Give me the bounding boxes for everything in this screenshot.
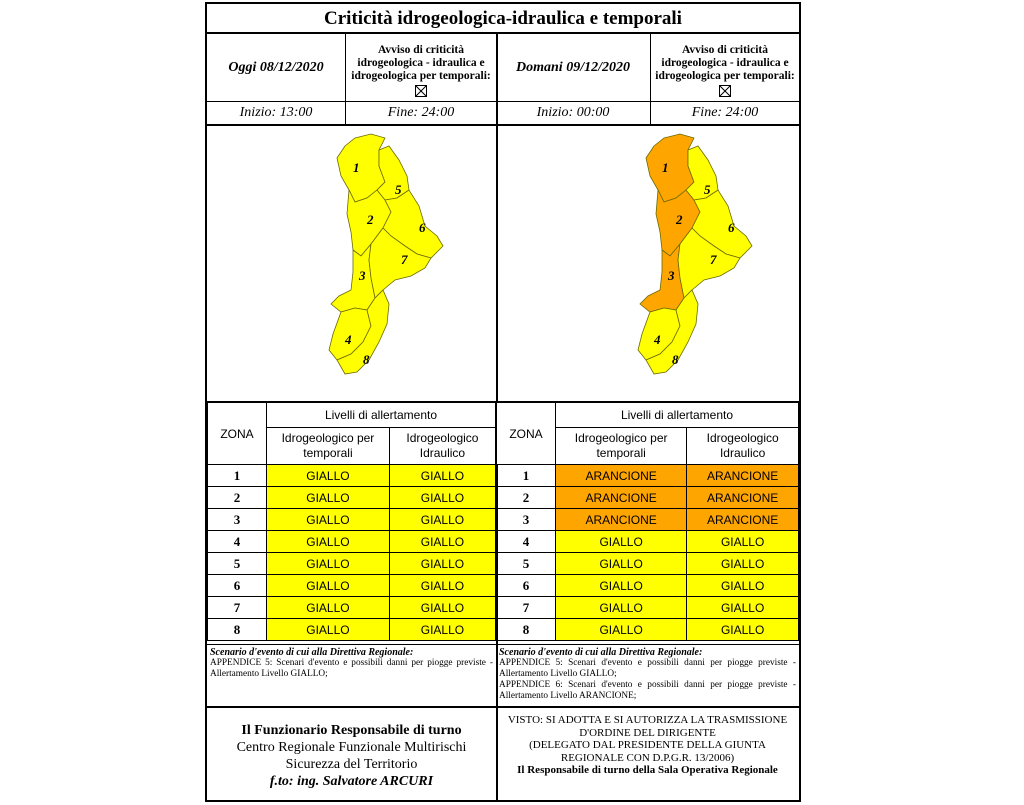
footer-left-signature: f.to: ing. Salvatore ARCURI xyxy=(269,774,434,789)
tomorrow-date: Domani 09/12/2020 xyxy=(496,34,651,102)
zone-number: 6 xyxy=(208,575,267,597)
col-temporali-header: Idrogeologico per temporali xyxy=(556,428,687,465)
level-idraulico: ARANCIONE xyxy=(687,465,799,487)
level-temporali: ARANCIONE xyxy=(556,465,687,487)
bulletin-title: Criticità idrogeologica-idraulica e temporali xyxy=(207,4,799,34)
zone-number: 2 xyxy=(208,487,267,509)
today-times xyxy=(207,102,496,126)
level-idraulico: GIALLO xyxy=(687,597,799,619)
table-row xyxy=(208,597,496,619)
footer-right-line3: (DELEGATO DAL PRESIDENTE DELLA GIUNTA xyxy=(529,739,766,751)
level-temporali: GIALLO xyxy=(267,487,390,509)
tomorrow-map xyxy=(496,126,799,402)
level-temporali: GIALLO xyxy=(556,597,687,619)
table-row xyxy=(497,509,799,531)
level-temporali: ARANCIONE xyxy=(556,509,687,531)
table-row xyxy=(208,553,496,575)
livelli-header: Livelli di allertamento xyxy=(556,403,799,428)
zone-number: 8 xyxy=(497,619,556,641)
map-zone-label: 1 xyxy=(353,160,360,175)
scenario-text-2: APPENDICE 6: Scenari d'evento e possibili danni per piogge previste - Allertamento Livello ARANCIONE; xyxy=(499,680,796,701)
level-temporali: GIALLO xyxy=(267,597,390,619)
footer-right xyxy=(496,708,799,802)
footer-left xyxy=(207,708,496,802)
footer-left-line1: Il Funzionario Responsabile di turno xyxy=(241,723,462,738)
level-idraulico: GIALLO xyxy=(389,531,495,553)
table-row xyxy=(208,487,496,509)
map-zone-label: 5 xyxy=(395,182,402,197)
level-idraulico: ARANCIONE xyxy=(687,509,799,531)
level-idraulico: GIALLO xyxy=(687,553,799,575)
map-zone-label: 5 xyxy=(704,182,711,197)
table-row xyxy=(208,465,496,487)
level-temporali: GIALLO xyxy=(267,531,390,553)
bulletin-sheet xyxy=(205,2,801,802)
level-idraulico: GIALLO xyxy=(389,597,495,619)
level-idraulico: GIALLO xyxy=(389,509,495,531)
today-avviso xyxy=(346,34,496,102)
level-idraulico: GIALLO xyxy=(389,487,495,509)
tomorrow-times xyxy=(496,102,799,126)
level-idraulico: GIALLO xyxy=(687,531,799,553)
tomorrow-header xyxy=(496,34,799,102)
map-zone-5 xyxy=(377,146,409,200)
map-zone-label: 7 xyxy=(710,252,717,267)
footer-left-line3: Sicurezza del Territorio xyxy=(285,757,418,772)
table-row xyxy=(497,531,799,553)
level-idraulico: ARANCIONE xyxy=(687,487,799,509)
today-fine: Fine: 24:00 xyxy=(387,105,455,120)
map-zone-label: 3 xyxy=(359,268,366,283)
today-date: Oggi 08/12/2020 xyxy=(207,34,346,102)
zone-number: 4 xyxy=(497,531,556,553)
footer-right-line1: VISTO: SI ADOTTA E SI AUTORIZZA LA TRASMISSIONE xyxy=(507,714,788,726)
level-temporali: GIALLO xyxy=(556,553,687,575)
table-row xyxy=(497,553,799,575)
today-scenario xyxy=(207,644,496,708)
tomorrow-column xyxy=(496,34,799,802)
map-zone-label: 2 xyxy=(676,212,683,227)
zone-number: 7 xyxy=(497,597,556,619)
level-temporali: GIALLO xyxy=(556,575,687,597)
scenario-heading: Scenario d'evento di cui alla Direttiva Regionale: xyxy=(210,647,414,658)
footer-right-line4: REGIONALE CON D.P.G.R. 13/2006) xyxy=(560,751,735,764)
zona-header: ZONA xyxy=(497,403,556,465)
level-temporali: GIALLO xyxy=(267,619,390,641)
level-temporali: GIALLO xyxy=(267,575,390,597)
livelli-header: Livelli di allertamento xyxy=(267,403,496,428)
zone-number: 2 xyxy=(497,487,556,509)
scenario-heading: Scenario d'evento di cui alla Direttiva Regionale: xyxy=(499,647,703,658)
map-zone-label: 1 xyxy=(662,160,669,175)
tomorrow-scenario xyxy=(496,644,799,708)
avviso-checkbox-icon xyxy=(719,85,731,97)
zone-number: 8 xyxy=(208,619,267,641)
tomorrow-inizio: Inizio: 00:00 xyxy=(496,102,651,124)
level-idraulico: GIALLO xyxy=(687,575,799,597)
col-idraulico-header: Idrogeologico Idraulico xyxy=(687,428,799,465)
level-idraulico: GIALLO xyxy=(687,619,799,641)
today-map xyxy=(207,126,496,402)
footer-left-line2: Centro Regionale Funzionale Multirischi xyxy=(236,740,467,755)
map-zone-label: 4 xyxy=(345,332,352,347)
map-zone-label: 2 xyxy=(367,212,374,227)
tomorrow-alert-table xyxy=(496,402,799,641)
map-zone-label: 6 xyxy=(419,220,426,235)
footer-right-line2: D'ORDINE DEL DIRIGENTE xyxy=(579,726,716,739)
map-zone-3 xyxy=(331,244,375,312)
level-idraulico: GIALLO xyxy=(389,553,495,575)
level-temporali: GIALLO xyxy=(556,619,687,641)
level-temporali: GIALLO xyxy=(267,553,390,575)
table-row xyxy=(208,575,496,597)
table-row xyxy=(497,575,799,597)
table-row xyxy=(497,487,799,509)
table-row xyxy=(208,509,496,531)
zone-number: 3 xyxy=(497,509,556,531)
level-idraulico: GIALLO xyxy=(389,465,495,487)
today-alert-table xyxy=(207,402,496,641)
zone-number: 4 xyxy=(208,531,267,553)
today-header xyxy=(207,34,496,102)
table-row xyxy=(497,619,799,641)
level-idraulico: GIALLO xyxy=(389,619,495,641)
tomorrow-avviso xyxy=(651,34,799,102)
today-region-map xyxy=(207,126,496,402)
level-temporali: GIALLO xyxy=(267,509,390,531)
map-zone-label: 6 xyxy=(728,220,735,235)
today-inizio: Inizio: 13:00 xyxy=(207,102,346,124)
table-row xyxy=(497,465,799,487)
zone-number: 1 xyxy=(208,465,267,487)
level-idraulico: GIALLO xyxy=(389,575,495,597)
tomorrow-fine: Fine: 24:00 xyxy=(691,105,759,120)
zone-number: 6 xyxy=(497,575,556,597)
tomorrow-region-map xyxy=(496,126,799,402)
zone-number: 7 xyxy=(208,597,267,619)
map-zone-3 xyxy=(640,244,684,312)
zone-number: 5 xyxy=(497,553,556,575)
tomorrow-avviso-label: Avviso di criticità idrogeologica - idraulica e idrogeologica per temporali: xyxy=(655,44,795,82)
map-zone-5 xyxy=(686,146,718,200)
col-idraulico-header: Idrogeologico Idraulico xyxy=(389,428,495,465)
map-zone-label: 8 xyxy=(363,352,370,367)
level-temporali: GIALLO xyxy=(267,465,390,487)
scenario-text-1: APPENDICE 5: Scenari d'evento e possibili danni per piogge previste - Allertamento Livello GIALLO; xyxy=(499,658,796,679)
map-zone-label: 3 xyxy=(668,268,675,283)
table-row xyxy=(208,619,496,641)
today-column xyxy=(207,34,498,802)
map-zone-label: 7 xyxy=(401,252,408,267)
avviso-checkbox-icon xyxy=(415,85,427,97)
zone-number: 3 xyxy=(208,509,267,531)
map-zone-label: 8 xyxy=(672,352,679,367)
table-row xyxy=(208,531,496,553)
col-temporali-header: Idrogeologico per temporali xyxy=(267,428,390,465)
footer-right-line5: Il Responsabile di turno della Sala Operativa Regionale xyxy=(517,764,778,776)
map-zone-label: 4 xyxy=(654,332,661,347)
level-temporali: ARANCIONE xyxy=(556,487,687,509)
table-row xyxy=(497,597,799,619)
zona-header: ZONA xyxy=(208,403,267,465)
zone-number: 1 xyxy=(497,465,556,487)
today-avviso-label: Avviso di criticità idrogeologica - idraulica e idrogeologica per temporali: xyxy=(351,44,491,82)
level-temporali: GIALLO xyxy=(556,531,687,553)
zone-number: 5 xyxy=(208,553,267,575)
scenario-text: APPENDICE 5: Scenari d'evento e possibili danni per piogge previste - Allertamento Livello GIALLO; xyxy=(210,658,493,679)
